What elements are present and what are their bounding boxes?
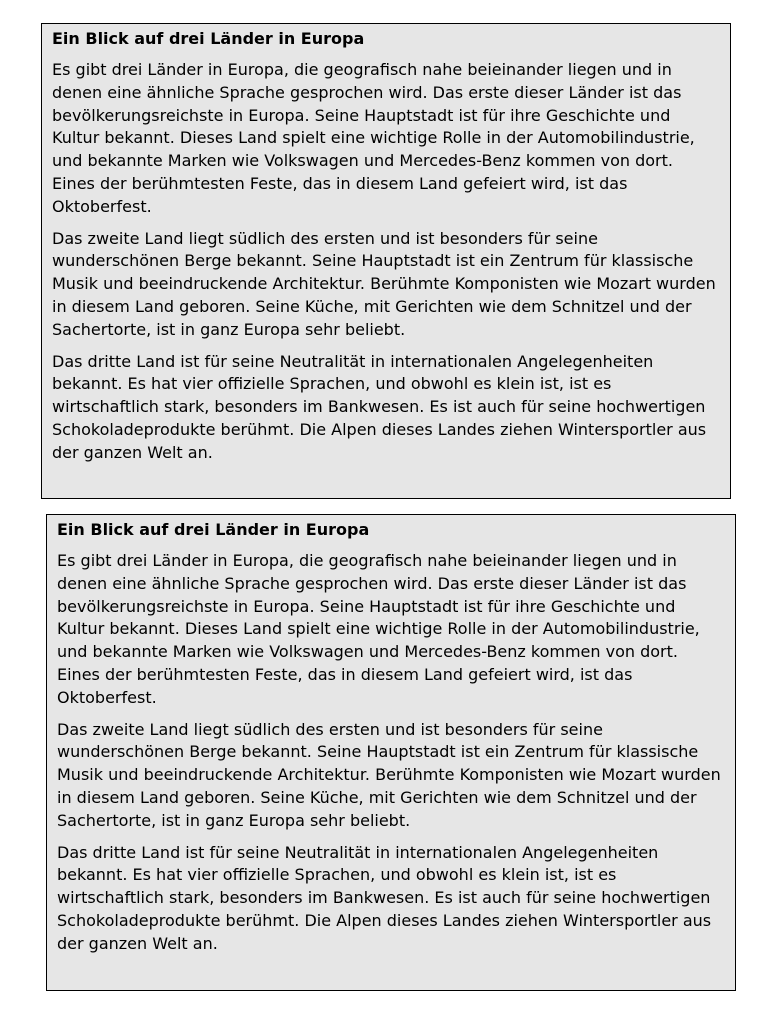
card-paragraph-austria: Das zweite Land liegt südlich des ersten und ist besonders für seine wunderschönen Berge bekannt. Seine Hauptstadt ist ein Zentrum für klassische Musik und beeindruckende Architektur. Berühmte Komponisten wie Mozart wurden in diesem Land geboren. Seine Küche, mit Gerichten wie dem Schnitzel und der Sachertorte, ist in ganz Europa sehr beliebt. — [52, 228, 716, 339]
text-card-top — [41, 23, 731, 499]
card-paragraph-switzerland: Das dritte Land ist für seine Neutralität in internationalen Angelegenheiten bekannt. Es hat vier offizielle Sprachen, und obwohl es klein ist, ist es wirtschaftlich stark, besonders im Bankwesen. Es ist auch für seine hochwertigen Schokoladeprodukte berühmt. Die Alpen dieses Landes ziehen Wintersportler aus der ganzen Welt an. — [52, 351, 707, 462]
card-title: Ein Blick auf drei Länder in Europa — [52, 29, 365, 48]
card-paragraph-germany: Es gibt drei Länder in Europa, die geografisch nahe beieinander liegen und in denen eine ähnliche Sprache gesprochen wird. Das erste dieser Länder ist das bevölkerungsreichste in Europa. Seine Hauptstadt ist für ihre Geschichte und Kultur bekannt. Dieses Land spielt eine wichtige Rolle in der Automobilindustrie, und bekannte Marken wie Volkswagen und Mercedes-Benz kommen von dort. Eines der berühmtesten Feste, das in diesem Land gefeiert wird, ist das Oktoberfest. — [52, 60, 695, 216]
card-paragraph-germany: Es gibt drei Länder in Europa, die geografisch nahe beieinander liegen und in denen eine ähnliche Sprache gesprochen wird. Das erste dieser Länder ist das bevölkerungsreichste in Europa. Seine Hauptstadt ist für ihre Geschichte und Kultur bekannt. Dieses Land spielt eine wichtige Rolle in der Automobilindustrie, und bekannte Marken wie Volkswagen und Mercedes-Benz kommen von dort. Eines der berühmtesten Feste, das in diesem Land gefeiert wird, ist das Oktoberfest. — [57, 551, 700, 707]
card-paragraph-austria: Das zweite Land liegt südlich des ersten und ist besonders für seine wunderschönen Berge bekannt. Seine Hauptstadt ist ein Zentrum für klassische Musik und beeindruckende Architektur. Berühmte Komponisten wie Mozart wurden in diesem Land geboren. Seine Küche, mit Gerichten wie dem Schnitzel und der Sachertorte, ist in ganz Europa sehr beliebt. — [57, 719, 721, 830]
card-title: Ein Blick auf drei Länder in Europa — [57, 520, 370, 539]
text-card-bottom — [46, 514, 736, 991]
card-paragraph-switzerland: Das dritte Land ist für seine Neutralität in internationalen Angelegenheiten bekannt. Es hat vier offizielle Sprachen, und obwohl es klein ist, ist es wirtschaftlich stark, besonders im Bankwesen. Es ist auch für seine hochwertigen Schokoladeprodukte berühmt. Die Alpen dieses Landes ziehen Wintersportler aus der ganzen Welt an. — [57, 842, 712, 953]
